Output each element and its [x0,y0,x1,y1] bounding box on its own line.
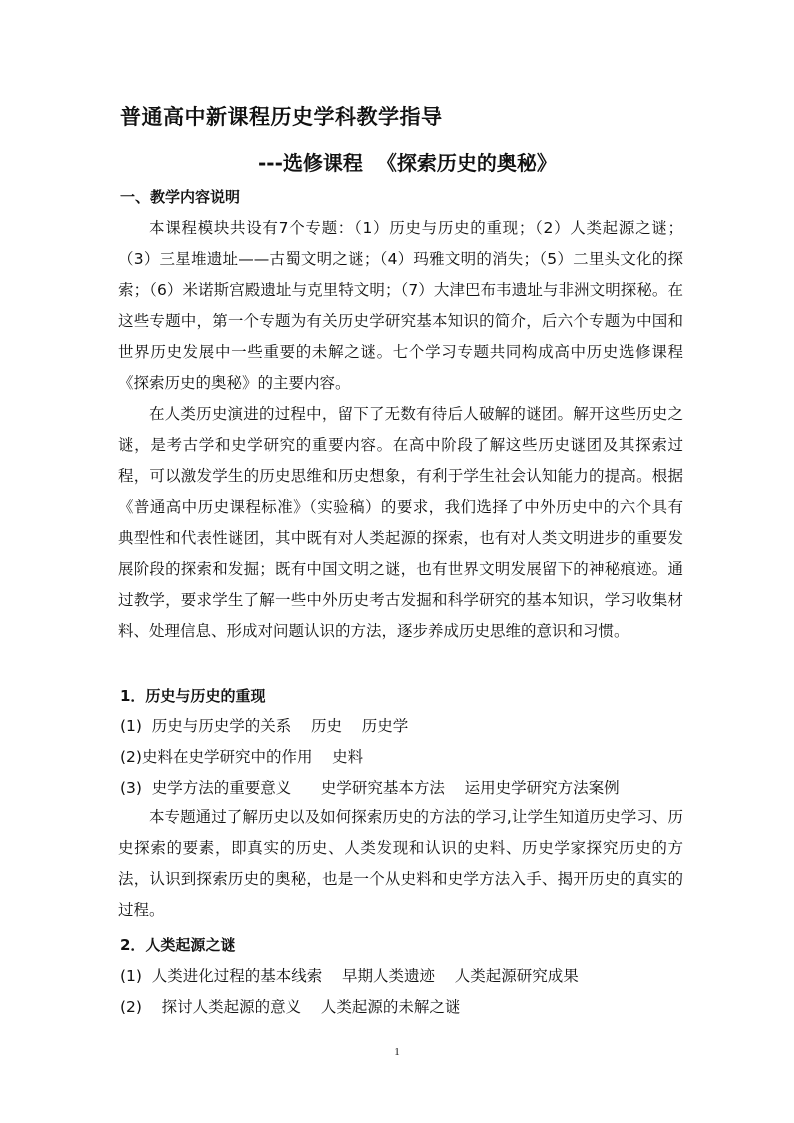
topic-heading-history: 1．历史与历史的重现 [120,687,266,705]
paragraph-topic1-description: 本专题通过了解历史以及如何探索历史的方法的学习,让学生知道历史学习、历史探索的要素，即真实的历史、人类发现和认识的史料、历史学家探究历史的方法，认识到探索历史的奥秘，也是一个从史料和史学方法入手、揭开历史的真实的过程。 [118,808,683,919]
topic2-item: (1) 人类进化过程的基本线索 早期人类遗迹 人类起源研究成果 [120,967,579,985]
paragraph-history-mysteries: 在人类历史演进的过程中，留下了无数有待后人破解的谜团。解开这些历史之谜，是考古学和史学研究的重要内容。在高中阶段了解这些历史谜团及其探索过程，可以激发学生的历史思维和历史想象，有利于学生社会认知能力的提高。根据《普通高中历史课程标准》（实验稿）的要求，我们选择了中外历史中的六个具有典型性和代表性谜团，其中既有对人类起源的探索，也有对人类文明进步的重要发展阶段的探索和发掘；既有中国文明之谜，也有世界文明发展留下的神秘痕迹。通过教学，要求学生了解一些中外历史考古发掘和科学研究的基本知识，学习收集材料、处理信息、形成对问题认识的方法，逐步养成历史思维的意识和习惯。 [118,405,683,640]
page-number: 1 [394,1046,400,1058]
topic1-item: (3) 史学方法的重要意义 史学研究基本方法 运用史学研究方法案例 [120,779,620,797]
document-subtitle: ---选修课程 《探索历史的奥秘》 [258,151,557,175]
document-title: 普通高中新课程历史学科教学指导 [120,105,443,129]
topic1-item: (1) 历史与历史学的关系 历史 历史学 [120,717,409,735]
topic-heading-human-origins: 2．人类起源之谜 [120,936,236,954]
topic1-item: (2)史料在史学研究中的作用 史料 [120,748,364,766]
paragraph-course-overview: 本课程模块共设有7个专题：（1）历史与历史的重现；（2）人类起源之谜；（3）三星堆遗址——古蜀文明之谜；（4）玛雅文明的消失；（5）二里头文化的探索；（6）米诺斯宫殿遗址与克里特文明；（7）大津巴布韦遗址与非洲文明探秘。在这些专题中，第一个专题为有关历史学研究基本知识的简介，后六个专题为中国和世界历史发展中一些重要的未解之谜。七个学习专题共同构成高中历史选修课程《探索历史的奥秘》的主要内容。 [118,219,683,392]
topic2-item: (2) 探讨人类起源的意义 人类起源的未解之谜 [120,998,461,1016]
section-heading-teaching-content: 一、教学内容说明 [120,188,241,206]
